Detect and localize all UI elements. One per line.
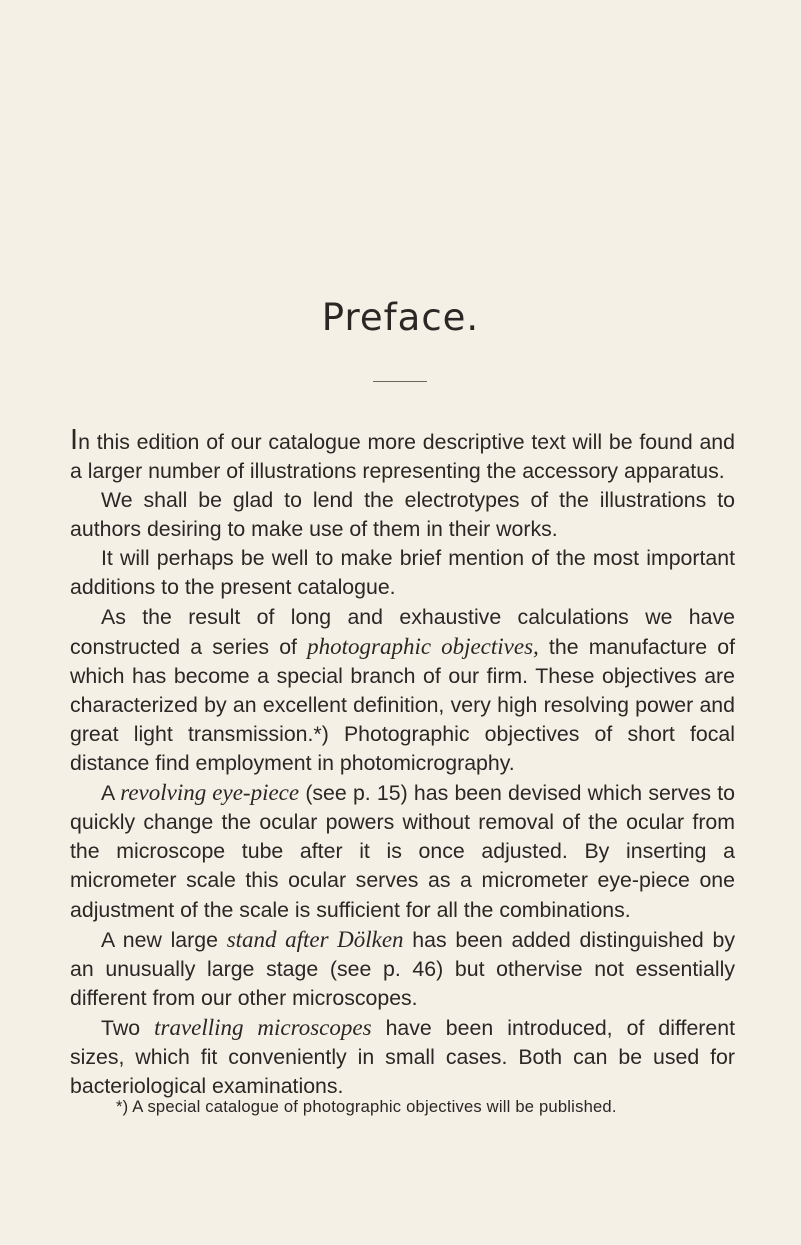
paragraph-3 xyxy=(70,544,735,602)
emphasis-travelling-microscopes: travelling microscopes xyxy=(154,1014,372,1040)
paragraph-7 xyxy=(70,1013,735,1101)
footnote: *) A special catalogue of photographic objectives will be published. xyxy=(116,1097,617,1116)
paragraph-1 xyxy=(70,424,735,486)
paragraph-text: have been introduced, of different sizes, which fit conveniently in small cases. Both can be used for bacteriological examinations. xyxy=(70,1015,736,1099)
paragraph-text: Two xyxy=(101,1015,155,1040)
paragraph-2 xyxy=(70,486,735,544)
preface-body xyxy=(70,424,736,1101)
emphasis-stand-after-dolken: stand after Dölken xyxy=(226,926,404,952)
paragraph-text: the manufacture of which has become a special branch of our firm. These objectives are characterized by an excellent definition, very high resolving power and great light transmission.*) Photographic objectives of short focal distance find employment in photomicrography. xyxy=(70,634,735,776)
emphasis-revolving-eye-piece: revolving eye-piece xyxy=(120,780,300,806)
drop-cap: I xyxy=(70,424,79,456)
paragraph-text: A xyxy=(101,781,121,806)
paragraph-text: has been added distinguished by an unusually large stage (see p. 46) but othervise not essentially different from our other microscopes. xyxy=(70,927,735,1010)
paragraph-6 xyxy=(70,925,735,1013)
paragraph-text: We shall be glad to lend the electrotypes of the illustrations to authors desiring to make use of them in their works. xyxy=(70,488,735,542)
paragraph-text: (see p. 15) has been devised which serves to quickly change the ocular powers without removal of the ocular from the microscope tube after it is once adjusted. By inserting a micrometer scale this ocular serves as a micrometer eye-piece one adjustment of the scale is sufficient for all the combinations. xyxy=(70,781,736,922)
title-divider xyxy=(373,381,427,382)
paragraph-text: A new large xyxy=(101,927,227,952)
page-title: Preface. xyxy=(321,296,480,339)
paragraph-text: n this edition of our catalogue more descriptive text will be found and a larger number of illustrations representing the accessory apparatus. xyxy=(70,430,735,484)
paragraph-text: It will perhaps be well to make brief mention of the most important additions to the present catalogue. xyxy=(70,546,735,600)
paragraph-4 xyxy=(70,603,735,779)
paragraph-5 xyxy=(70,778,735,924)
emphasis-photographic-objectives: photographic objectives, xyxy=(307,633,539,659)
paragraph-text: As the result of long and exhaustive calculations we have constructed a series of xyxy=(70,604,735,659)
